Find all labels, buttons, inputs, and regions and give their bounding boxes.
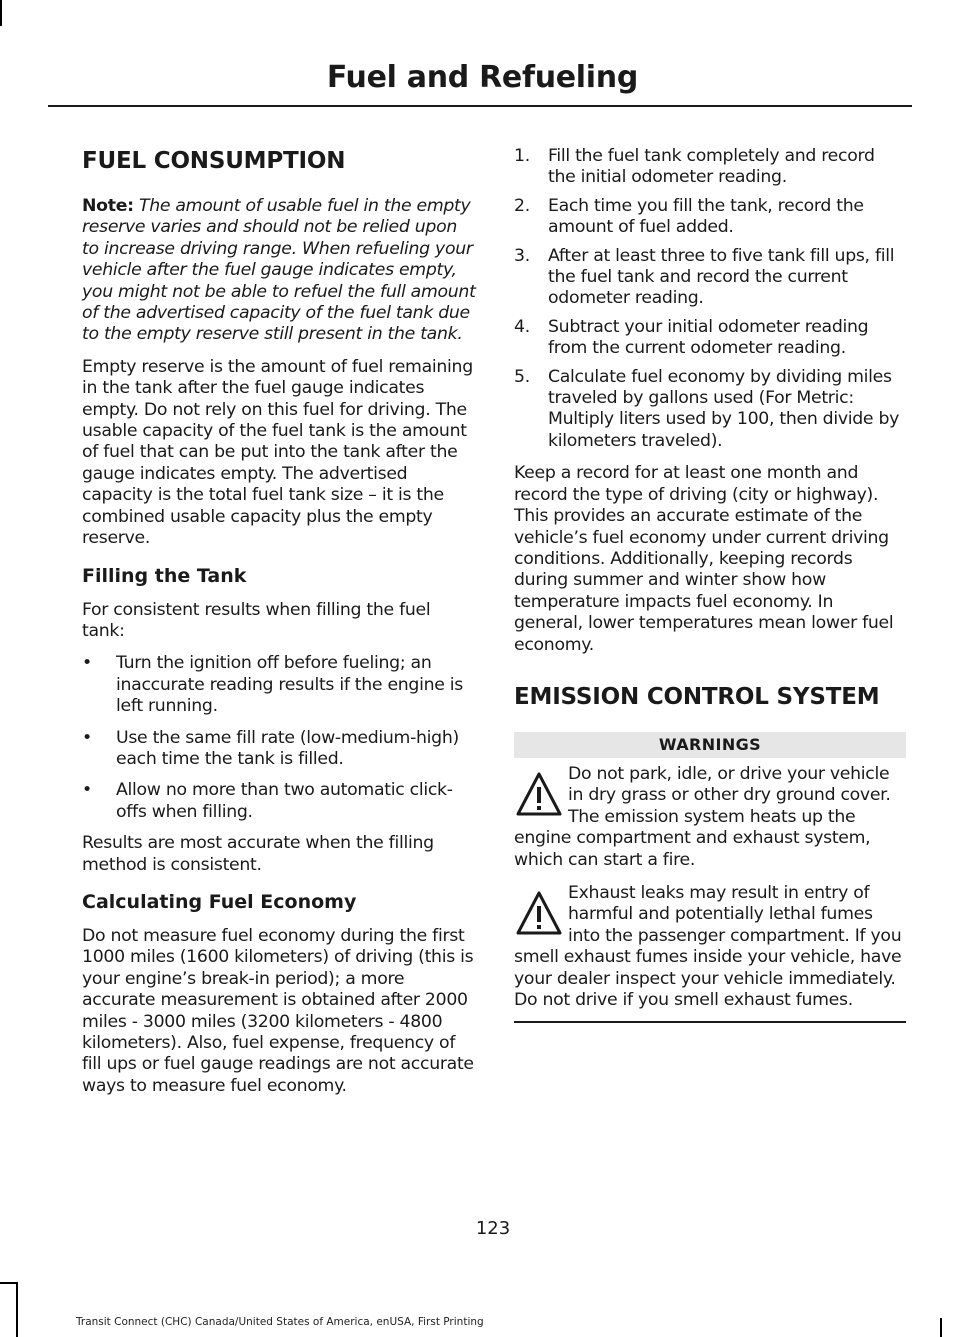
list-item [82, 653, 476, 717]
bullet-glyph: • [82, 653, 92, 674]
page-number: 123 [475, 1218, 511, 1239]
list-item-text: Use the same fill rate (low-medium-high) each time the tank is filled. [116, 727, 459, 769]
warning-triangle-icon [514, 768, 564, 822]
step-number: 4. [514, 316, 530, 337]
list-item-text: Turn the ignition off before fueling; an inaccurate reading results if the engine is left running. [116, 653, 463, 717]
filling-result: Results are most accurate when the filling method is consistent. [82, 833, 434, 875]
fuel-economy-steps [514, 146, 906, 452]
note-text: The amount of usable fuel in the empty reserve varies and should not be relied upon to increase driving range. When refueling your vehicle after the fuel gauge indicates empty, you might not be able to refuel the full amount of the advertised capacity of the fuel tank due to the empty reserve still present in the tank. [82, 196, 476, 345]
step-number: 3. [514, 245, 530, 266]
bullet-glyph: • [82, 727, 92, 748]
crop-mark-bottom-left [16, 1282, 18, 1337]
subheading-filling-the-tank: Filling the Tank [82, 564, 247, 587]
step-text: Subtract your initial odometer reading from the current odometer reading. [548, 316, 869, 359]
subheading-calculating-fuel-economy: Calculating Fuel Economy [82, 890, 357, 913]
warning-text: Exhaust leaks may result in entry of harmful and potentially lethal fumes into the passenger compartment. If you smell exhaust fumes inside your vehicle, have your dealer inspect your vehicle immediately. Do not drive if you smell exhaust fumes. [514, 882, 902, 1010]
list-item [82, 728, 476, 771]
warning-item [514, 883, 906, 1011]
list-item [514, 317, 906, 360]
footer-edition-text: Transit Connect (CHC) Canada/United States of America, enUSA, First Printing [76, 1316, 484, 1328]
section-title-fuel-consumption: FUEL CONSUMPTION [82, 148, 346, 174]
chapter-title: Fuel and Refueling [326, 60, 638, 95]
warnings-header: WARNINGS [514, 732, 906, 758]
crop-mark-bottom-right [940, 1318, 942, 1337]
right-column [514, 146, 906, 1023]
warnings-bottom-rule [514, 1021, 906, 1023]
crop-mark-bottom-left-h [0, 1282, 18, 1284]
list-item [514, 146, 906, 189]
list-item [82, 780, 476, 823]
step-text: Each time you fill the tank, record the amount of fuel added. [548, 195, 864, 238]
step-text: Fill the fuel tank completely and record the initial odometer reading. [548, 146, 875, 188]
step-number: 1. [514, 146, 530, 166]
list-item [514, 367, 906, 453]
warning-text: Do not park, idle, or drive your vehicle in dry grass or other dry ground cover. The emission system heats up the engine compartment and exhaust system, which can start a fire. [514, 763, 891, 870]
step-text: After at least three to five tank fill ups, fill the fuel tank and record the current odometer reading. [548, 245, 895, 309]
filling-intro: For consistent results when filling the fuel tank: [82, 599, 431, 641]
note-label: Note: [82, 196, 134, 216]
left-column [82, 140, 476, 1108]
list-item [514, 246, 906, 310]
record-paragraph: Keep a record for at least one month and record the type of driving (city or highway). This provides an accurate estimate of the vehicle’s fuel economy under current driving conditions. Additionally, keeping records during summer and winter show how temperature impacts fuel economy. In general, lower temperatures mean lower fuel economy. [514, 463, 894, 655]
empty-reserve-paragraph: Empty reserve is the amount of fuel remaining in the tank after the fuel gauge indicates empty. Do not rely on this fuel for driving. The usable capacity of the fuel tank is the amount of fuel that can be put into the tank after the gauge indicates empty. The advertised capacity is the total fuel tank size – it is the combined usable capacity plus the empty reserve. [82, 356, 473, 549]
step-text: Calculate fuel economy by dividing miles traveled by gallons used (For Metric: Multiply liters used by 100, then divide by kilometers traveled). [548, 366, 900, 451]
section-title-emission-control: EMISSION CONTROL SYSTEM [514, 683, 880, 710]
header-rule [48, 105, 912, 107]
step-number: 2. [514, 195, 530, 216]
warning-item [514, 764, 906, 871]
calc-paragraph: Do not measure fuel economy during the first 1000 miles (1600 kilometers) of driving (this is your engine’s break-in period); a more accurate measurement is obtained after 2000 miles - 3000 miles (3200 kilometers - 4800 kilometers). Also, fuel expense, frequency of fill ups or fuel gauge readings are not accurate ways to measure fuel economy. [82, 925, 474, 1096]
list-item-text: Allow no more than two automatic click-offs when filling. [116, 780, 453, 822]
note-paragraph [82, 196, 476, 346]
warning-triangle-icon [514, 887, 564, 941]
filling-bullet-list [82, 653, 476, 823]
list-item [514, 196, 906, 239]
step-number: 5. [514, 366, 530, 387]
bullet-glyph: • [82, 780, 92, 801]
crop-mark-top-left [0, 0, 2, 26]
